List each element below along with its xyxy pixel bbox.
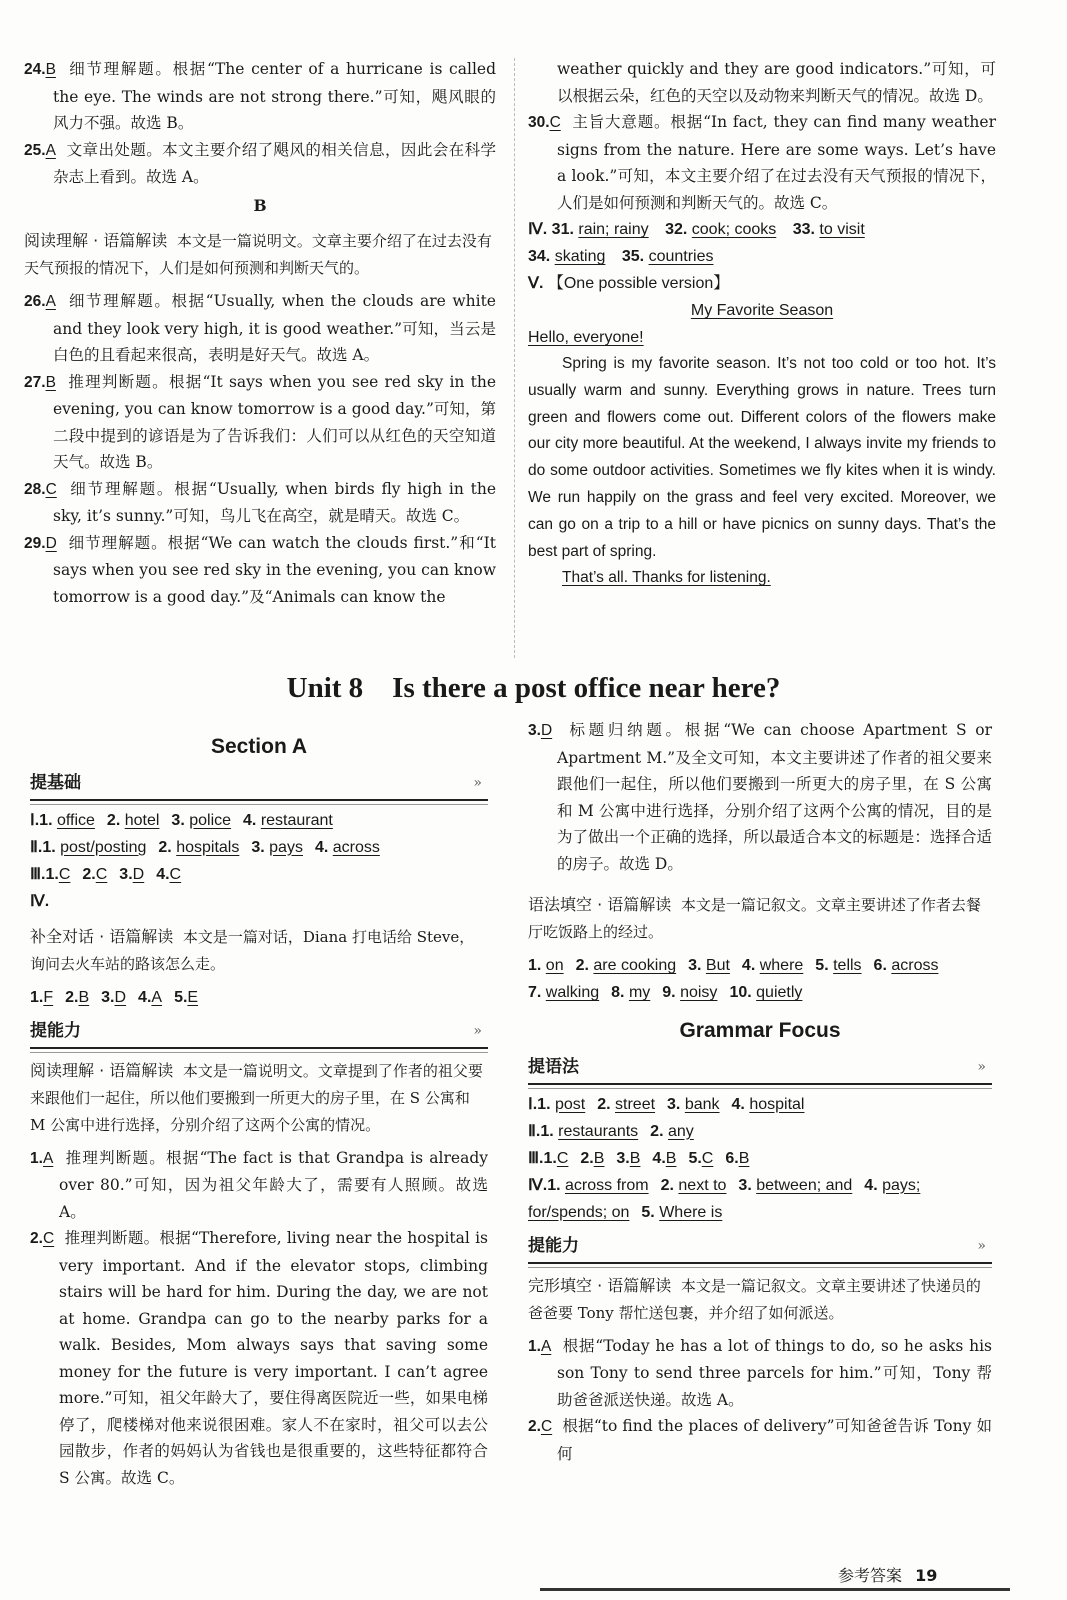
chevron-right-icon: » (473, 1023, 482, 1039)
chevron-right-icon: » (977, 1238, 986, 1254)
footer-label: 参考答案 (838, 1566, 903, 1585)
answer-a1: 1.A 推理判断题。根据“The fact is that Grandpa is already over 80.”可知，因为祖父年龄大了，需要有人照顾。故选 A。 (30, 1148, 488, 1221)
section-iv-row-2: 34. skating 35. countries (528, 248, 714, 265)
section-iv-row-1: Ⅳ. 31. rain; rainy 32. cook; cooks 33. to visit (528, 221, 865, 238)
answer-28: 28.C 细节理解题。根据“Usually, when birds fly high in the sky, it’s sunny.”可知，鸟儿飞在高空，就是晴天。故选 C。 (24, 479, 496, 525)
gf-row-1: 1. on 2. are cooking 3. But 4. where 5. tells 6. across (528, 957, 939, 974)
la-row-2: Ⅱ.1. post/posting 2. hospitals 3. pays 4. across (30, 838, 380, 856)
section-a-title: Section A (210, 735, 308, 758)
gr-row-3: Ⅲ.1.C 2.B 3.B 4.B 5.C 6.B (528, 1149, 750, 1167)
left-top-column (24, 56, 496, 610)
answer-26: 26.A 细节理解题。根据“Usually, when the clouds are white and they look very high, it is good weather.”可知，当云是白色的且看起来很高，表明是好天气。故选 A。 (24, 292, 496, 364)
essay-closing: That’s all. Thanks for listening. (562, 569, 771, 587)
answer-30: 30.C 主旨大意题。根据“In fact, they can find many weather signs from the nature. Here are some ways. Let’s have a look.”可知，本文主要介绍了在过去没有天气预报的情况下，人们是如何预测和判断天气的。故选 C。 (528, 113, 996, 212)
section-b-heading: B (253, 195, 267, 215)
la-row-1: Ⅰ.1. office 2. hotel 3. police 4. restaurant (30, 811, 333, 829)
gr-row-4: Ⅳ.1. across from 2. next to 3. between; and 4. pays; (528, 1176, 921, 1194)
gr-row-5: for/spends; on 5. Where is (528, 1203, 723, 1221)
answer-a2: 2.C 推理判断题。根据“Therefore, living near the hospital is very important. And if the elevator stops, climbing stairs will be hard for him. During the day, we are not at home. Grandpa can go to the nearby parks for a walk. Besides, Mom always says that saving some money for the future is very important. I can’t agree more.”可知，祖父年龄大了，要住得离医院近一些，如果电梯停了，爬楼梯对他来说很困难。家人不在家时，祖父可以去公园散步，作者的妈妈认为省钱也是很重要的，这些特征都符合 S 公寓。故选 C。 (30, 1229, 488, 1487)
grammar-focus-title: Grammar Focus (679, 1019, 841, 1042)
page-number: 19 (915, 1566, 938, 1585)
gr-row-1: Ⅰ.1. post 2. street 3. bank 4. hospital (528, 1095, 805, 1113)
answer-c1: 1.A 根据“Today he has a lot of things to do, so he asks his son Tony to send three parcels for him.”可知，Tony 帮助爸爸派送快递。故选 A。 (528, 1336, 992, 1409)
footer-rule (540, 1588, 1010, 1591)
gr-row-2: Ⅱ.1. restaurants 2. any (528, 1122, 694, 1140)
la-row-3: Ⅲ.1.C 2.C 3.D 4.C (30, 865, 182, 883)
chevron-right-icon: » (473, 775, 482, 791)
ability-bar: 提能力 » (30, 1017, 488, 1049)
reading-note-2: 阅读理解 · 语篇解读 本文是一篇说明文。文章提到了作者的祖父要来跟他们一起住，所以他们要搬到一所更大的房子里，在 S 公寓和 M 公寓中进行选择，分别介绍了这两个公寓的情况。 (30, 1060, 483, 1134)
gf-row-2: 7. walking 8. my 9. noisy 10. quietly (528, 984, 803, 1001)
column-divider (514, 58, 515, 658)
reading-note: 阅读理解 · 语篇解读 本文是一篇说明文。文章主要介绍了在过去没有天气预报的情况下，人们是如何预测和判断天气的。 (24, 231, 492, 277)
page-footer (838, 1563, 937, 1586)
la-row-5: 1.F 2.B 3.D 4.A 5.E (30, 988, 199, 1006)
basic-skills-bar: 提基础 » (30, 769, 488, 801)
answer-29-continued: weather quickly and they are good indicators.”可知，可以根据云朵，红色的天空以及动物来判断天气的情况。故选 D。 (557, 60, 996, 105)
answer-24: 24.B 细节理解题。根据“The center of a hurricane is called the eye. The winds are not strong there.”可知，飓风眼的风力不强。故选 B。 (24, 60, 496, 132)
essay-title: My Favorite Season (690, 302, 834, 319)
answer-25: 25.A 文章出处题。本文主要介绍了飓风的相关信息，因此会在科学杂志上看到。故选 A。 (24, 140, 496, 186)
answer-a3: 3.D 标题归纳题。根据“We can choose Apartment S or Apartment M.”及全文可知，本文主要讲述了作者的祖父要来跟他们一起住，所以他们要搬到一所更大的房子里，在 S 公寓和 M 公寓中进行选择，分别介绍了这两个公寓的情况，目的是为了做出一个正确的选择，所以最适合本文的标题是：选择合适的房子。故选 D。 (528, 721, 992, 873)
chevron-right-icon: » (977, 1059, 986, 1075)
section-v-row: Ⅴ. 【One possible version】 (528, 275, 730, 292)
answer-c2: 2.C 根据“to find the places of delivery”可知爸爸告诉 Tony 如何 (528, 1417, 992, 1463)
essay-greeting: Hello, everyone! (528, 329, 644, 346)
dialogue-note: 补全对话 · 语篇解读 本文是一篇对话，Diana 打电话给 Steve，询问去火车站的路该怎么走。 (30, 926, 475, 973)
grammar-fill-note: 语法填空 · 语篇解读 本文是一篇记叙文。文章主要讲述了作者去餐厅吃饭路上的经过。 (528, 895, 981, 941)
grammar-bar: 提语法 » (528, 1053, 992, 1085)
ability-bar-2: 提能力 » (528, 1232, 992, 1264)
cloze-note: 完形填空 · 语篇解读 本文是一篇记叙文。文章主要讲述了快递员的爸爸要 Tony 帮忙送包裹，并介绍了如何派送。 (528, 1275, 981, 1322)
answer-29: 29.D 细节理解题。根据“We can watch the clouds first.”和“It says when you see red sky in the evening, you can know tomorrow is a good day.”及“Animals can know the (24, 533, 496, 606)
la-row-4: Ⅳ. (30, 892, 50, 910)
unit-title: Unit 8 Is there a post office near here? (286, 672, 781, 704)
right-top-column (528, 56, 996, 592)
essay-body: Spring is my favorite season. It’s not too cold or too hot. It’s usually warm and sunny. Everything grows in nature. Trees turn green and flowers come out. Different colors of the flowers make our city more beautiful. At the weekend, I always invite my friends to do some outdoor activities. Sometimes we fly kites when it is windy. We run happily on the grass and feel very excited. Moreover, we can go on a trip to a hill or have picnics on sunny days. That’s the best part of spring. (528, 355, 996, 560)
left-bottom-column (30, 728, 488, 1491)
answer-27: 27.B 推理判断题。根据“It says when you see red sky in the evening, you can know tomorrow is a good day.”可知，第二段中提到的谚语是为了告诉我们：人们可以从红色的天空知道天气。故选 B。 (24, 372, 496, 471)
right-bottom-column (528, 717, 992, 1467)
